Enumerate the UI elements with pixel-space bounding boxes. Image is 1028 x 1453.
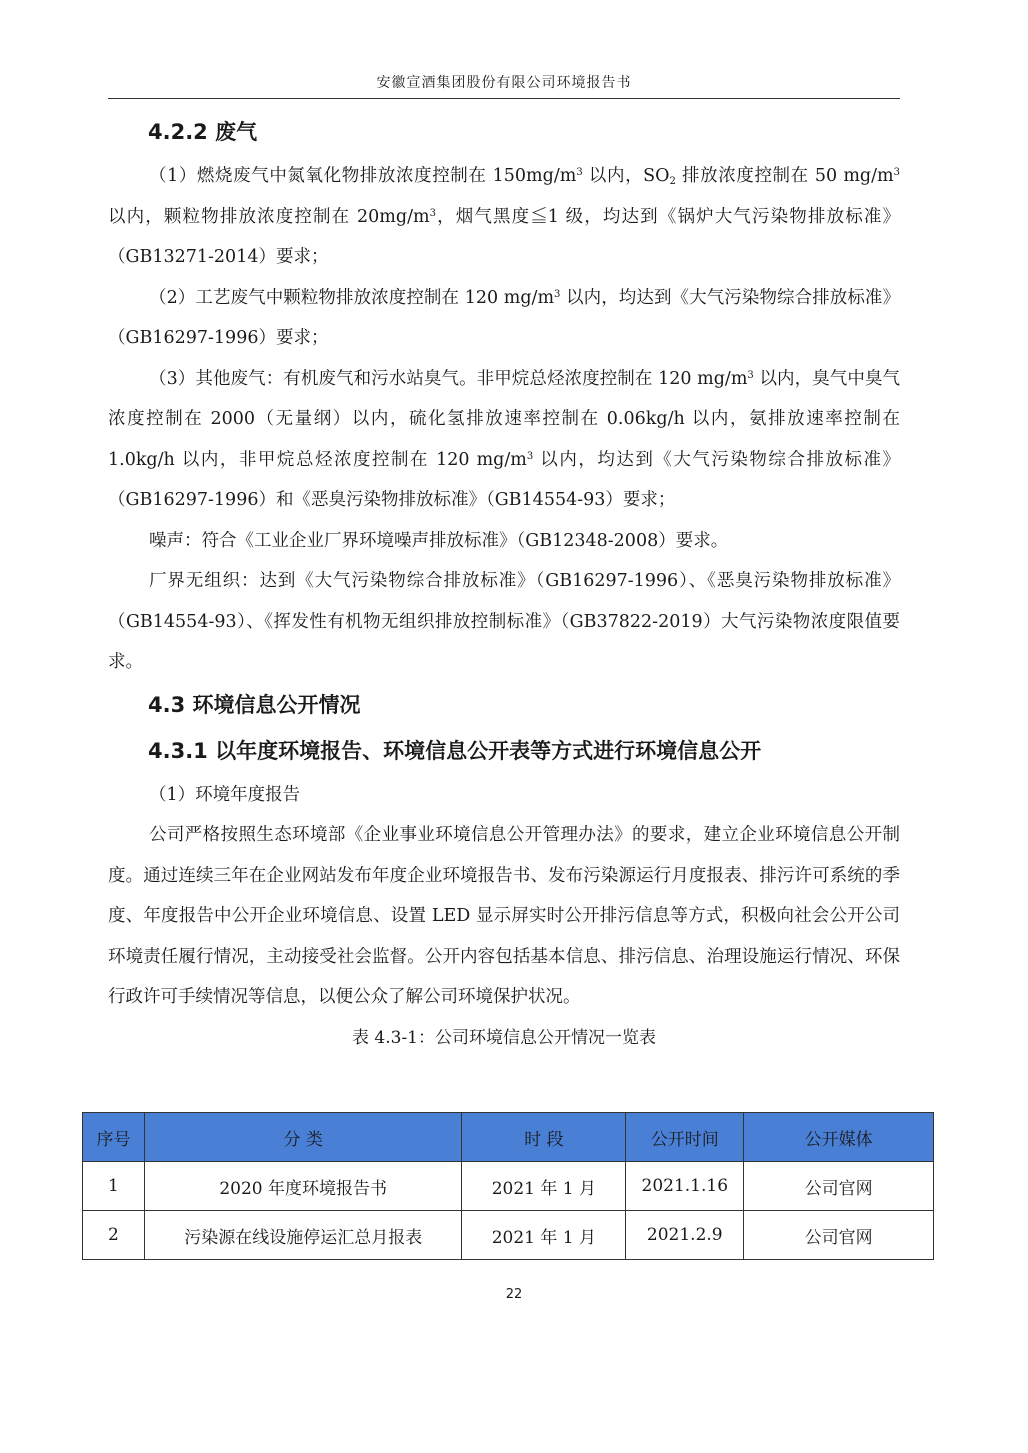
table-row — [83, 1211, 934, 1260]
superscript: 3 — [526, 450, 534, 462]
table-cell: 2021.2.9 — [626, 1211, 744, 1260]
text-run: 以内，均达到《大气污染物综合排放标准》（GB16297-1996）和《恶臭污染物排放标准》（GB14554-93）要求； — [108, 449, 900, 510]
column-header: 时 段 — [462, 1113, 626, 1162]
text-run: （3）其他废气：有机废气和污水站臭气。非甲烷总烃浓度控制在 120 mg/m — [149, 368, 748, 389]
table-cell: 2021 年 1 月 — [462, 1211, 626, 1260]
table-row — [83, 1162, 934, 1211]
table-cell: 2021.1.16 — [626, 1162, 744, 1211]
section-heading-4-3: 4.3 环境信息公开情况 — [148, 692, 361, 717]
page-number: 22 — [505, 1287, 523, 1302]
table-cell: 2020 年度环境报告书 — [144, 1162, 462, 1211]
section-heading-4-2-2: 4.2.2 废气 — [148, 120, 258, 144]
text-run: （2）工艺废气中颗粒物排放浓度控制在 120 mg/m — [149, 287, 555, 308]
paragraph-combustion-gas — [108, 156, 900, 278]
page-body — [108, 110, 900, 1056]
paragraph-other-gas — [108, 359, 900, 521]
column-header: 分 类 — [144, 1113, 462, 1162]
column-header: 公开时间 — [626, 1113, 744, 1162]
table-cell: 污染源在线设施停运汇总月报表 — [144, 1211, 462, 1260]
table-cell: 公司官网 — [744, 1162, 934, 1211]
superscript: 3 — [576, 167, 583, 178]
running-header: 安徽宣酒集团股份有限公司环境报告书 — [376, 75, 632, 91]
superscript: 3 — [429, 207, 436, 219]
column-header: 公开媒体 — [744, 1113, 934, 1162]
item-label: （1）环境年度报告 — [149, 784, 301, 805]
paragraph-noise: 噪声：符合《工业企业厂界环境噪声排放标准》（GB12348-2008）要求。 — [149, 530, 729, 551]
text-run: 以内，SO — [582, 166, 670, 186]
table-cell: 1 — [83, 1162, 145, 1211]
table-cell: 2021 年 1 月 — [462, 1162, 626, 1211]
paragraph-disclosure: 公司严格按照生态环境部《企业事业环境信息公开管理办法》的要求，建立企业环境信息公开制度。通过连续三年在企业网站发布年度企业环境报告书、发布污染源运行月度报表、排污许可系统的季度、年度报告中公开企业环境信息、设置 LED 显示屏实时公开排污信息等方式，积极向社会公开公司环境责任履行情况，主动接受社会监督。公开内容包括基本信息、排污信息、治理设施运行情况、环保行政许可手续情况等信息，以便公众了解公司环境保护状况。 — [108, 825, 900, 1007]
header-divider — [108, 98, 900, 99]
disclosure-table — [82, 1112, 934, 1260]
paragraph-process-gas — [108, 278, 900, 359]
text-run: 以内，颗粒物排放浓度控制在 20mg/m — [108, 206, 430, 227]
section-heading-4-3-1: 4.3.1 以年度环境报告、环境信息公开表等方式进行环境信息公开 — [148, 738, 762, 763]
superscript: 3 — [893, 167, 900, 178]
text-run: 以内，均达到《大气污染物综合排放标准》（GB16297-1996）要求； — [108, 287, 900, 348]
subscript: 2 — [669, 176, 676, 187]
table-cell: 2 — [83, 1211, 145, 1260]
paragraph-fugitive: 厂界无组织：达到《大气污染物综合排放标准》（GB16297-1996）、《恶臭污染物排放标准》（GB14554-93）、《挥发性有机物无组织排放控制标准》（GB37822-2019）大气污染物浓度限值要求。 — [108, 571, 900, 672]
text-run: 排放浓度控制在 50 mg/m — [675, 166, 894, 186]
table-header-row — [83, 1113, 934, 1162]
text-run: （1）燃烧废气中氮氧化物排放浓度控制在 150mg/m — [149, 166, 577, 186]
superscript: 3 — [747, 369, 754, 381]
text-run: ，烟气黑度≦1 级，均达到《锅炉大气污染物排放标准》（GB13271-2014）要求； — [108, 206, 900, 267]
table-caption: 表 4.3-1：公司环境信息公开情况一览表 — [352, 1027, 656, 1048]
superscript: 3 — [554, 288, 561, 300]
table-cell: 公司官网 — [744, 1211, 934, 1260]
text-run: 以内，臭气中臭气浓度控制在 2000（无量纲）以内，硫化氢排放速率控制在 0.06kg/h 以内，氨排放速率控制在 1.0kg/h 以内，非甲烷总烃浓度控制在 120 mg/m — [108, 368, 900, 470]
column-header: 序号 — [83, 1113, 145, 1162]
